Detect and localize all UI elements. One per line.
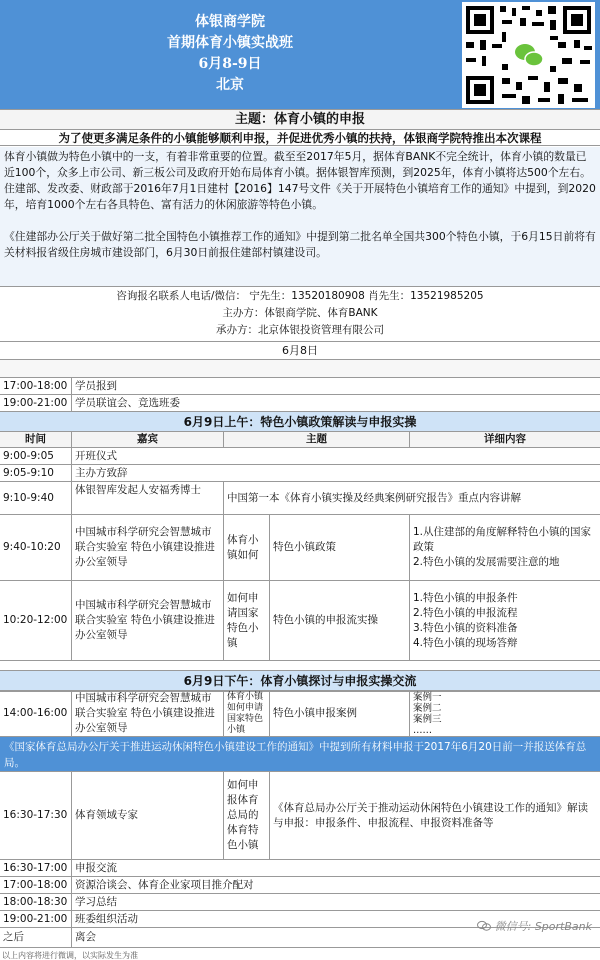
detail-item: 案例二 [413,702,442,714]
sub-topic-cell: 体育小镇如何 [224,515,270,580]
time-cell: 16:30-17:30 [0,772,72,859]
event-cell: 学员报到 [75,379,117,392]
detail-cell [410,581,600,660]
time-cell: 19:00-21:00 [0,395,72,411]
time-cell: 14:00-16:00 [0,691,72,736]
wechat-icon [477,920,491,931]
host-line: 主办方：体银商学院、体育BANK [222,307,378,319]
morning-banner: 6月9日上午：特色小镇政策解读与申报实操 [0,412,600,432]
guest-cell: 中国城市科学研究会智慧城市联合实验室 特色小镇建设推进办公室领导 [72,515,224,580]
detail-item: …… [413,724,432,736]
table-row [0,378,600,395]
table-row [0,515,600,581]
table-row [0,894,600,911]
col-time: 时间 [0,432,72,447]
topic-cell: 特色小镇的申报流实操 [270,581,410,660]
footnote: 以上内容将进行微调，以实际发生为准 [2,951,138,960]
notice-banner: 《国家体育总局办公厅关于推进运动休闲特色小镇建设工作的通知》中提到所有材料申报于2017年6月20日前一并报送体育总局。 [0,737,600,772]
event-cell: 学习总结 [75,895,117,908]
detail-cell [410,691,600,736]
time-cell: 9:40-10:20 [0,515,72,580]
detail-item: 案例三 [413,713,442,725]
time-cell: 10:20-12:00 [0,581,72,660]
afternoon-banner: 6月9日下午：体育小镇探讨与申报实操交流 [0,671,600,691]
org-name: 体银商学院 [195,14,265,30]
event-cell: 主办方致辞 [75,466,128,479]
table-row [0,395,600,412]
header-banner [0,0,600,110]
time-cell: 18:00-18:30 [0,894,72,910]
guest-cell: 中国城市科学研究会智慧城市联合实验室 特色小镇建设推进办公室领导 [72,581,224,660]
guest-cell: 体银智库发起人安福秀博士 [72,482,224,514]
sub-topic-cell: 如何申请国家特色小镇 [224,581,270,660]
day1-label: 6月8日 [0,343,600,360]
time-cell: 9:00-9:05 [0,448,72,464]
detail-item: 4.特色小镇的现场答辩 [413,636,518,649]
topic-cell: 《体育总局办公厅关于推动运动休闲特色小镇建设工作的通知》解读与申报：申报条件、申报流程、申报资料准备等 [273,801,588,829]
table-row [0,581,600,661]
time-cell: 19:00-21:00 [0,911,72,927]
watermark-text: 微信号: SportBank [494,920,592,933]
wechat-logo-icon [512,38,546,72]
organizer-line: 承办方：北京体银投资管理有限公司 [216,324,384,336]
time-cell: 之后 [0,928,72,947]
col-topic: 主题 [224,432,410,447]
table-row [0,465,600,482]
header-text [0,12,460,96]
course-name: 首期体育小镇实战班 [167,35,293,51]
wechat-watermark [477,918,592,934]
guest-cell: 中国城市科学研究会智慧城市联合实验室 特色小镇建设推进办公室领导 [72,691,224,736]
topic-cell: 中国第一本《体育小镇实操及经典案例研究报告》重点内容讲解 [227,491,521,504]
time-cell: 9:10-9:40 [0,482,72,514]
intro-paragraph-2: 《住建部办公厅关于做好第二批全国特色小镇推荐工作的通知》中提到第二批名单全国共300个特色小镇，于6月15日前将有关材料报省级住房城市建设部门，6月30日前报住建部村镇建设司。 [4,230,596,259]
event-cell: 班委组织活动 [75,912,138,925]
topic-title: 主题：体育小镇的申报 [0,110,600,130]
qr-code[interactable] [462,2,595,108]
table-row [0,448,600,465]
guest-cell: 体育领域专家 [72,772,224,859]
table-row [0,360,600,378]
detail-item: 1.特色小镇的申报条件 [413,591,518,604]
column-header-row [0,432,600,448]
event-cell: 学员联谊会、竞选班委 [75,396,180,409]
detail-item: 1.从住建部的角度解释特色小镇的国家政策 [413,526,592,553]
event-cell: 申报交流 [75,861,117,874]
event-cell: 资源洽谈会、体育企业家项目推介配对 [75,878,254,891]
sub-topic-cell: 体育小镇如何申请国家特色小镇 [224,691,270,736]
contact-info [0,288,600,342]
event-cell: 离会 [75,931,96,943]
time-cell: 17:00-18:00 [0,378,72,394]
course-dates: 6月8-9日 [198,56,262,72]
course-city: 北京 [216,77,244,93]
event-cell: 开班仪式 [75,449,117,462]
col-guest: 嘉宾 [72,432,224,447]
detail-item: 3.特色小镇的资料准备 [413,621,518,634]
sub-topic-cell: 如何申报体育总局的体育特色小镇 [224,772,270,859]
detail-item: 2.特色小镇的申报流程 [413,606,518,619]
col-detail: 详细内容 [484,433,526,445]
table-row [0,877,600,894]
table-row [0,691,600,737]
table-row [0,772,600,860]
detail-cell [410,515,600,580]
intro-paragraph-1: 体育小镇做为特色小镇中的一支，有着非常重要的位置。截至至2017年5月，据体育BANK不完全统计，体育小镇的数量已近100个，众多上市公司、新三板公司及政府开始布局体育小镇。据体银智库预测，到2025年，体育小镇将达500个左右。住建部、发改委、财政部于2016年7月1日建村【2016】147号文件《关于开展特色小镇培育工作的通知》中提到，到2020年，培育1000个左右各具特色、富有活力的休闲旅游等特色小镇。 [4,150,596,211]
time-cell: 16:30-17:00 [0,860,72,876]
intro-text [0,147,600,287]
detail-item: 2.特色小镇的发展需要注意的地 [413,556,560,568]
time-cell: 17:00-18:00 [0,877,72,893]
detail-item: 案例一 [413,691,442,703]
topic-cell: 特色小镇申报案例 [270,691,410,736]
consult-contact: 咨询报名联系人电话/微信： 宁先生：13520180908 肖先生：13521985205 [116,290,484,302]
topic-cell: 特色小镇政策 [270,515,410,580]
table-row [0,860,600,877]
table-row [0,482,600,515]
time-cell: 9:05-9:10 [0,465,72,481]
lead-line: 为了使更多满足条件的小镇能够顺利申报，并促进优秀小镇的扶持，体银商学院特推出本次课程 [0,130,600,146]
spacer-row [0,661,600,671]
